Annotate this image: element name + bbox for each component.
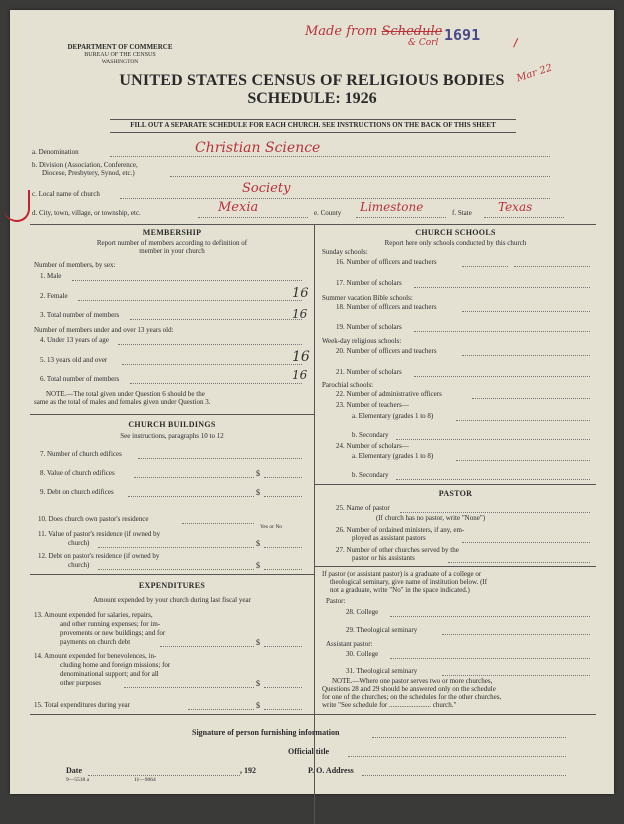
county-field-line — [356, 217, 446, 218]
q2-value[interactable]: 16 — [292, 286, 309, 301]
signature-label: Signature of person furnishing information — [192, 728, 340, 737]
q11-value-line — [264, 547, 302, 548]
q21-line — [414, 376, 590, 377]
form-number: 9—5518 a — [66, 777, 90, 783]
q6-value[interactable]: 16 — [292, 368, 308, 382]
q13-label-2: and other running expenses; for im- — [60, 620, 161, 628]
city-label: d. City, town, village, or township, etc. — [32, 209, 141, 217]
q14-label-4: other purposes — [60, 679, 102, 687]
q12-line — [98, 569, 254, 570]
q16-value-line — [514, 266, 590, 267]
dept-label: DEPARTMENT OF COMMERCE — [67, 43, 173, 51]
q15-label: 15. Total expenditures during year — [34, 701, 130, 709]
assistant-sublabel: Assistant pastor: — [326, 640, 373, 648]
q15-currency: $ — [256, 701, 260, 710]
q24a-label: a. Elementary (grades 1 to 8) — [352, 452, 434, 460]
q25-line — [400, 512, 590, 513]
q1-label: 1. Male — [40, 272, 62, 280]
pastor-sublabel: Pastor: — [326, 597, 346, 605]
q24b-label: b. Secondary — [352, 471, 389, 479]
po-address-label: P. O. Address — [308, 766, 354, 775]
q15-value-line — [264, 709, 302, 710]
q10-option: Yes or No — [260, 524, 283, 530]
q14-currency: $ — [256, 679, 260, 688]
check-mark — [497, 30, 518, 47]
q26-label: 26. Number of ordained ministers, if any, em- — [336, 526, 465, 534]
q6-line — [130, 383, 302, 384]
year-label: , 192 — [240, 766, 256, 775]
q20-label: 20. Number of officers and teachers — [336, 347, 437, 355]
q2-line — [78, 300, 302, 301]
schools-bottom-rule — [315, 484, 596, 485]
red-u-mark — [4, 190, 30, 222]
q23-label: 23. Number of teachers— — [336, 401, 409, 409]
state-label: f. State — [452, 209, 472, 217]
bureau-label: BUREAU OF THE CENSUS — [84, 52, 156, 58]
header-rule-bottom — [110, 132, 516, 133]
q8-label: 8. Value of church edifices — [40, 469, 115, 477]
q16-line — [462, 266, 508, 267]
q1-line — [72, 280, 302, 281]
q8-currency: $ — [256, 469, 260, 478]
q12-label-2: church) — [68, 561, 90, 569]
q16-label: 16. Number of officers and teachers — [336, 258, 437, 266]
q31-line — [442, 675, 590, 676]
by-sex-label: Number of members, by sex: — [34, 261, 116, 269]
q23a-label: a. Elementary (grades 1 to 8) — [352, 412, 434, 420]
q10-label: 10. Does church own pastor's residence — [38, 515, 149, 523]
q9-value-line — [264, 496, 302, 497]
buildings-sub: See instructions, paragraphs 10 to 12 — [120, 432, 224, 440]
q3-line — [130, 319, 302, 320]
q13-label: 13. Amount expended for salaries, repairs, — [34, 611, 153, 619]
q11-label-2: church) — [68, 539, 90, 547]
city-field-line — [198, 217, 308, 218]
header-rule-top — [110, 119, 516, 120]
pastor-note: NOTE.—Where one pastor serves two or more churches, — [332, 677, 493, 685]
q27-line — [448, 562, 590, 563]
q21-label: 21. Number of scholars — [336, 368, 402, 376]
county-value[interactable]: Limestone — [360, 200, 424, 214]
weekday-label: Week-day religious schools: — [322, 337, 402, 345]
parochial-label: Parochial schools: — [322, 381, 374, 389]
q5-line — [122, 364, 302, 365]
handwritten-top-note: Made from Schedule — [305, 24, 443, 39]
stamp-number: 1691 — [444, 26, 481, 44]
q22-line — [472, 398, 590, 399]
q14-label: 14. Amount expended for benevolences, in- — [34, 652, 157, 660]
q6-label: 6. Total number of members — [40, 375, 120, 383]
q3-label: 3. Total number of members — [40, 311, 120, 319]
q9-line — [128, 496, 254, 497]
q5-label: 5. 13 years old and over — [40, 356, 108, 364]
date-line — [88, 775, 240, 776]
q29-label: 29. Theological seminary — [346, 626, 418, 634]
q28-line — [390, 616, 590, 617]
q13-value-line — [264, 646, 302, 647]
form-title: UNITED STATES CENSUS OF RELIGIOUS BODIES — [119, 72, 505, 89]
q25-sub: (If church has no pastor, write "None") — [376, 514, 486, 522]
q27-label-2: pastor or his assistants — [352, 554, 415, 562]
handwritten-date-note: Mar 22 — [515, 62, 554, 85]
census-schedule-sheet — [10, 10, 614, 794]
q19-label: 19. Number of scholars — [336, 323, 402, 331]
membership-intro: Report number of members according to definition of — [96, 239, 248, 247]
local-name-label: c. Local name of church — [32, 190, 100, 198]
membership-note-2: same as the total of males and females given under Question 3. — [34, 398, 211, 406]
division-label-2: Diocese, Presbytery, Synod, etc.) — [42, 169, 135, 177]
membership-intro-2: member in your church — [139, 247, 205, 255]
vacation-label: Summer vacation Bible schools: — [322, 294, 413, 302]
date-label: Date — [66, 766, 82, 775]
q18-line — [462, 311, 590, 312]
age-intro-label: Number of members under and over 13 years old: — [34, 326, 174, 334]
membership-note: NOTE.—The total given under Question 6 should be the — [46, 390, 205, 398]
q19-line — [414, 331, 590, 332]
q23b-line — [396, 439, 590, 440]
q23a-line — [456, 420, 590, 421]
q2-label: 2. Female — [40, 292, 68, 300]
edu-instruction: If pastor (or assistant pastor) is a graduate of a college or — [322, 570, 482, 578]
state-field-line — [484, 217, 564, 218]
county-label: e. County — [314, 209, 342, 217]
q7-line — [138, 458, 302, 459]
q13-label-3: provements or new buildings; and for — [60, 629, 166, 637]
q3-value[interactable]: 16 — [292, 307, 308, 321]
q11-label: 11. Value of pastor's residence (if owned by — [38, 530, 161, 538]
q13-currency: $ — [256, 638, 260, 647]
membership-title: MEMBERSHIP — [142, 228, 202, 237]
state-value[interactable]: Texas — [498, 200, 533, 214]
denomination-value[interactable]: Christian Science — [195, 140, 321, 156]
city-label: WASHINGTON — [101, 59, 139, 65]
denomination-label: a. Denomination — [32, 148, 79, 156]
q25-label: 25. Name of pastor — [336, 504, 390, 512]
division-field-line — [170, 176, 550, 177]
q12-value-line — [264, 569, 302, 570]
q5-value[interactable]: 16 — [292, 349, 310, 365]
buildings-title: CHURCH BUILDINGS — [128, 420, 216, 429]
expenditures-title: EXPENDITURES — [138, 581, 206, 590]
division-label: b. Division (Association, Conference, — [32, 161, 138, 169]
q24b-line — [396, 479, 590, 480]
instruction-banner: FILL OUT A SEPARATE SCHEDULE FOR EACH CHURCH. SEE INSTRUCTIONS ON THE BACK OF THIS SHEET — [130, 121, 496, 129]
city-value[interactable]: Mexia — [218, 200, 259, 215]
pastor-note-2: Questions 28 and 29 should be answered only on the schedule — [322, 685, 496, 693]
print-number: 11—9064 — [134, 777, 156, 783]
buildings-bottom-rule — [30, 574, 314, 575]
q12-label: 12. Debt on pastor's residence (if owned by — [38, 552, 160, 560]
official-title-label: Official title — [288, 747, 330, 756]
po-address-line — [362, 775, 566, 776]
q4-line — [118, 344, 302, 345]
q11-currency: $ — [256, 539, 260, 548]
q30-label: 30. College — [346, 650, 379, 658]
q4-label: 4. Under 13 years of age — [40, 336, 109, 344]
signature-line — [372, 737, 566, 738]
q17-line — [414, 287, 590, 288]
q27-label: 27. Number of other churches served by the — [336, 546, 459, 554]
official-title-line — [348, 756, 566, 757]
q17-label: 17. Number of scholars — [336, 279, 402, 287]
grid-top-rule — [30, 224, 596, 225]
edu-instruction-3: not a graduate, write "No" in the space indicated.) — [330, 586, 470, 594]
q15-line — [188, 709, 254, 710]
q14-line — [124, 687, 254, 688]
q18-label: 18. Number of officers and teachers — [336, 303, 437, 311]
handwritten-top-note-sub: & Corl — [408, 38, 439, 48]
q28-label: 28. College — [346, 608, 379, 616]
schools-title: CHURCH SCHOOLS — [415, 228, 496, 237]
q22-label: 22. Number of administrative officers — [336, 390, 442, 398]
local-name-field-line — [120, 198, 550, 199]
q29-line — [442, 634, 590, 635]
q11-line — [98, 547, 254, 548]
q13-line — [160, 646, 254, 647]
pastor-note-3: for one of the churches; on the schedules for the other churches, — [322, 693, 502, 701]
q10-line — [182, 523, 254, 524]
q31-label: 31. Theological seminary — [346, 667, 418, 675]
q8-line — [134, 477, 254, 478]
q30-line — [390, 658, 590, 659]
q14-label-3: denominational support; and for all — [60, 670, 159, 678]
pastor-mid-rule — [315, 566, 596, 567]
grid-bottom-rule — [30, 714, 596, 715]
q9-label: 9. Debt on church edifices — [40, 488, 114, 496]
q20-line — [462, 355, 590, 356]
q14-label-2: cluding home and foreign missions; for — [60, 661, 171, 669]
q8-value-line — [264, 477, 302, 478]
edu-instruction-2: theological seminary, give name of institution below. (If — [330, 578, 488, 586]
pastor-title: PASTOR — [438, 489, 473, 498]
membership-bottom-rule — [30, 414, 314, 415]
local-name-value[interactable]: Society — [242, 181, 291, 196]
schools-sub: Report here only schools conducted by this church — [384, 239, 527, 247]
pastor-note-4: write "See schedule for ........................ church." — [322, 701, 457, 709]
q26-line — [462, 542, 590, 543]
q24-label: 24. Number of scholars— — [336, 442, 409, 450]
q12-currency: $ — [256, 561, 260, 570]
q14-value-line — [264, 687, 302, 688]
sunday-label: Sunday schools: — [322, 248, 368, 256]
schedule-title: SCHEDULE: 1926 — [247, 90, 377, 107]
q26-label-2: ployed as assistant pastors — [352, 534, 426, 542]
q24a-line — [456, 460, 590, 461]
q23b-label: b. Secondary — [352, 431, 389, 439]
denomination-field-line — [110, 156, 550, 157]
expenditures-sub: Amount expended by your church during last fiscal year — [93, 596, 251, 604]
q9-currency: $ — [256, 488, 260, 497]
q7-label: 7. Number of church edifices — [40, 450, 122, 458]
q13-label-4: payments on church debt — [60, 638, 131, 646]
